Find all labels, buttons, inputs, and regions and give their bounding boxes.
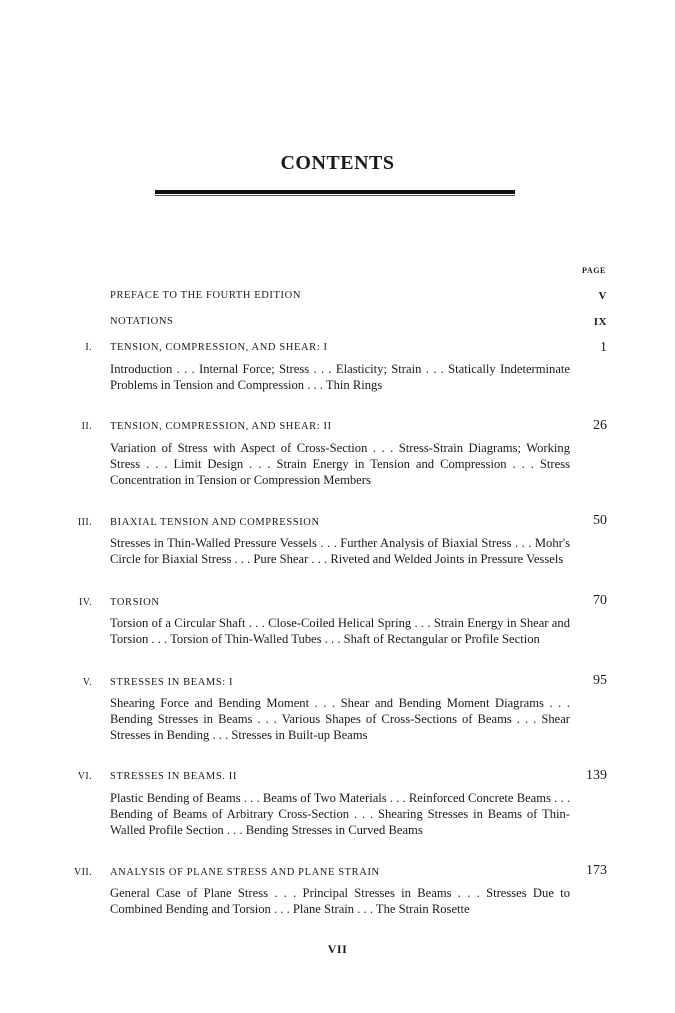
page-column-header: PAGE [581,266,606,275]
chapter-page: 50 [593,513,607,528]
chapter-description: Stresses in Thin-Walled Pressure Vessels . . . Further Analysis of Biaxial Stress . . . Mohr's Circle for Biaxial Stress . . . Pure Shear . . . Riveted and Welded Joints in Pressure Vessels [110,536,570,566]
chapter-title: TORSION [110,597,160,608]
title-rule [155,190,515,194]
chapter-page: 139 [586,768,607,783]
chapter-description: Shearing Force and Bending Moment . . . Shear and Bending Moment Diagrams . . . Bending Stresses in Beams . . . Various Shapes of Cross-Sections of Beams . . . Shear Stresses in Bending . . . Stresses in Built-up Beams [110,696,570,742]
chapter-description: Plastic Bending of Beams . . . Beams of Two Materials . . . Reinforced Concrete Beams . . . Bending of Beams of Arbitrary Cross-Section . . . Shearing Stresses in Beams of Thin-Walled Profile Section . . . Bending Stresses in Curved Beams [110,791,570,837]
chapter-description: Torsion of a Circular Shaft . . . Close-Coiled Helical Spring . . . Strain Energy in Shear and Torsion . . . Torsion of Thin-Walled Tubes . . . Shaft of Rectangular or Profile Section [110,616,570,646]
chapter-number: VI. [77,771,92,782]
page-folio: VII [327,942,348,956]
entry-title: PREFACE TO THE FOURTH EDITION [110,290,301,301]
chapter-number: V. [82,677,92,688]
chapter-title: ANALYSIS OF PLANE STRESS AND PLANE STRAIN [110,867,380,878]
chapter-page: 26 [593,418,607,433]
page-title: CONTENTS [280,152,395,174]
chapter-description: Introduction . . . Internal Force; Stress . . . Elasticity; Strain . . . Statically Indeterminate Problems in Tension and Compression . . . Thin Rings [110,362,570,392]
chapter-page: 1 [600,340,607,355]
chapter-page: 95 [593,673,607,688]
chapter-title: BIAXIAL TENSION AND COMPRESSION [110,517,320,528]
chapter-title: TENSION, COMPRESSION, AND SHEAR: II [110,421,332,432]
entry-page: V [598,290,607,302]
chapter-number: I. [85,342,92,353]
chapter-number: III. [77,517,92,528]
chapter-description: Variation of Stress with Aspect of Cross-Section . . . Stress-Strain Diagrams; Working Stress . . . Limit Design . . . Strain Energy in Tension and Compression . . . Stress Concentration in Tension or Compression Members [110,441,570,487]
chapter-title: STRESSES IN BEAMS: I [110,677,234,688]
chapter-number: VII. [74,867,92,878]
chapter-title: TENSION, COMPRESSION, AND SHEAR: I [110,342,328,353]
chapter-page: 70 [593,593,607,608]
chapter-description: General Case of Plane Stress . . . Principal Stresses in Beams . . . Stresses Due to Combined Bending and Torsion . . . Plane Strain . . . The Strain Rosette [110,886,570,916]
chapter-page: 173 [586,863,607,878]
entry-title: NOTATIONS [110,316,174,327]
chapter-number: II. [81,421,92,432]
entry-page: IX [593,316,607,328]
chapter-title: STRESSES IN BEAMS. II [110,771,237,782]
chapter-number: IV. [79,597,92,608]
